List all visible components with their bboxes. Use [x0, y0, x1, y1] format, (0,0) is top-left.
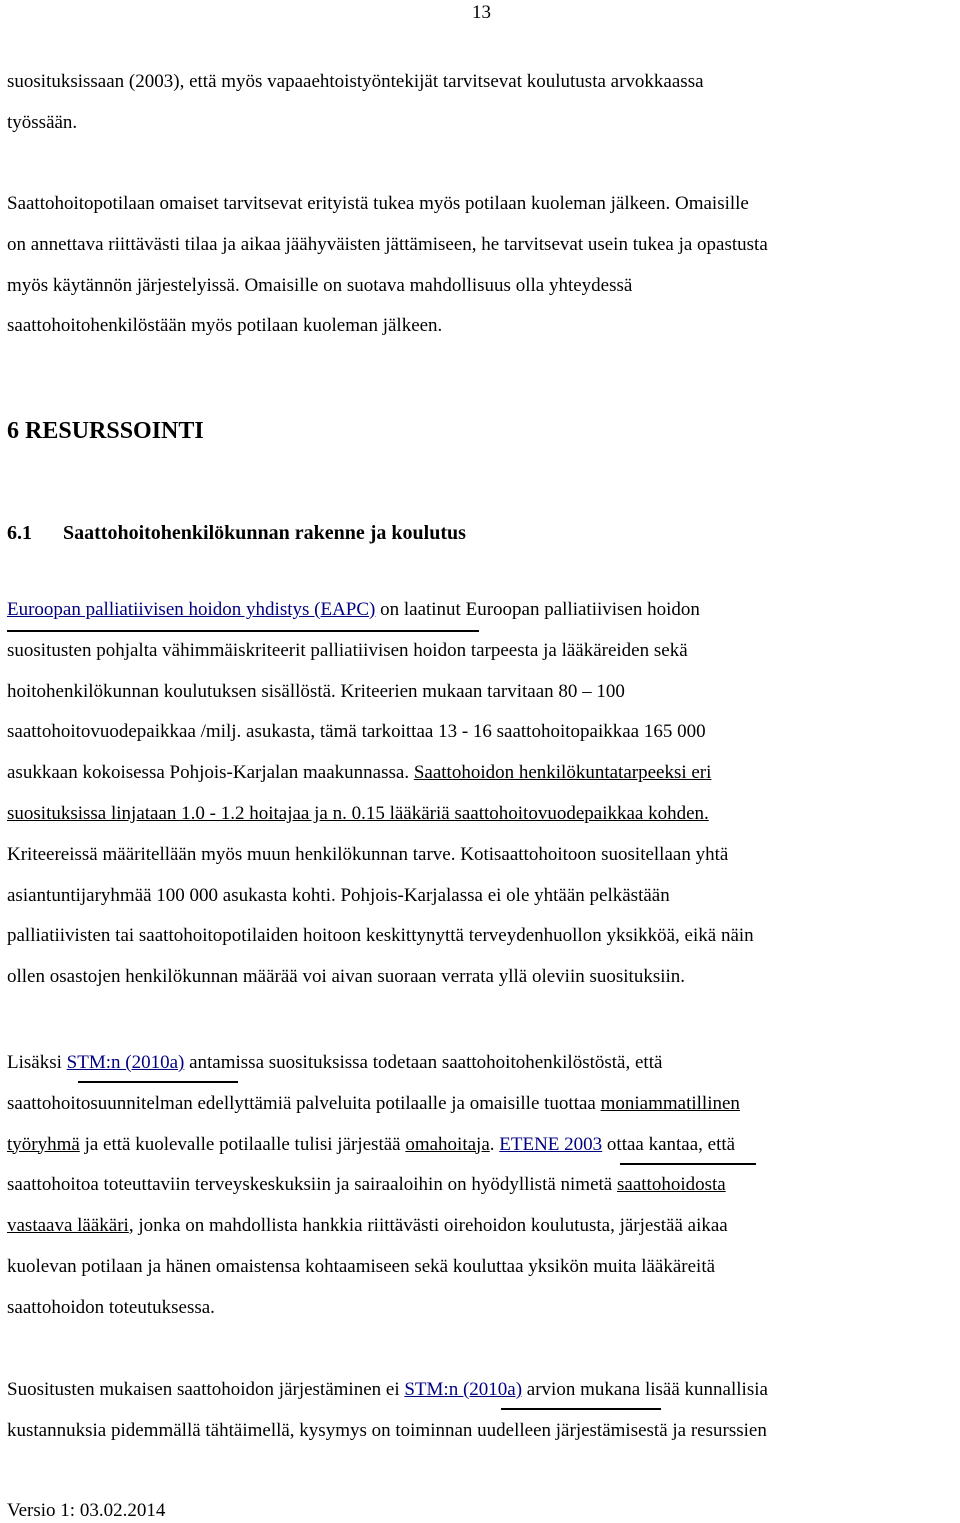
text-span: ottaa kantaa, että — [602, 1133, 736, 1155]
text-span: saattohoitoa toteuttaviin terveyskeskuksiin ja sairaaloihin on hyödyllistä nimetä — [7, 1174, 617, 1196]
underlined-text: omahoitaja — [405, 1133, 490, 1155]
text-line: asiantuntijaryhmää 100 000 asukasta kohti. Pohjois-Karjalassa ei ole yhtään pelkästään — [7, 884, 670, 906]
text-line: on annettava riittävästi tilaa ja aikaa jäähyväisten jättämiseen, he tarvitsevat usein tukea ja opastusta — [7, 233, 768, 255]
etene-2003-link[interactable]: ETENE 2003 — [499, 1133, 603, 1155]
link-rule — [7, 630, 479, 632]
link-rule — [501, 1408, 661, 1410]
text-span: Suositusten mukaisen saattohoidon järjestäminen ei — [7, 1379, 405, 1400]
text-line — [7, 590, 957, 631]
page-number: 13 — [472, 2, 491, 23]
text-line — [7, 753, 957, 794]
text-span: asukkaan kokoisessa Pohjois-Karjalan maakunnassa. — [7, 762, 414, 784]
text-line: palliatiivisten tai saattohoitopotilaiden hoitoon keskittynyttä terveydenhuollon yksikköä, eikä näin — [7, 925, 754, 947]
text-line: Kriteereissä määritellään myös muun henkilökunnan tarve. Kotisaattohoitoon suositellaan yhtä — [7, 843, 729, 865]
paragraph-4 — [7, 1043, 957, 1329]
text-line: saattohoidon toteutuksessa. — [7, 1296, 215, 1318]
underlined-text: työryhmä — [7, 1133, 80, 1155]
text-span: on laatinut Euroopan palliatiivisen hoidon — [375, 599, 700, 620]
text-line: suositusten pohjalta vähimmäiskriteerit palliatiivisen hoidon tarpeesta ja lääkäreiden sekä — [7, 639, 688, 661]
text-span: . — [489, 1133, 500, 1155]
section-heading: 6 RESURSSOINTI — [7, 418, 204, 444]
text-span: ja että kuolevalle potilaalle tulisi järjestää — [79, 1133, 406, 1155]
text-span: arvion mukana lisää kunnallisia — [522, 1379, 768, 1400]
underlined-text: Saattohoidon henkilökuntatarpeeksi eri — [413, 762, 712, 784]
subsection-number: 6.1 — [7, 522, 32, 544]
text-span: Lisäksi — [7, 1052, 67, 1073]
underlined-text: saattohoidosta — [617, 1174, 726, 1196]
text-line — [7, 1206, 957, 1247]
text-span: saattohoitosuunnitelman edellyttämiä palveluita potilaalle ja omaisille tuottaa — [7, 1092, 601, 1114]
text-line: kustannuksia pidemmällä tähtäimellä, kysymys on toiminnan uudelleen järjestämisestä ja resurssien — [7, 1419, 767, 1441]
text-line: työssään. — [7, 111, 78, 133]
underlined-text: moniammatillinen — [600, 1092, 740, 1114]
text-line: Saattohoitopotilaan omaiset tarvitsevat erityistä tukea myös potilaan kuoleman jälkeen. Omaisille — [7, 193, 749, 214]
paragraph-2 — [7, 184, 957, 347]
text-line — [7, 1165, 957, 1206]
stm-2010a-link[interactable]: STM:n (2010a) — [404, 1379, 523, 1400]
text-line — [7, 794, 957, 835]
text-line: saattohoitohenkilöstään myös potilaan kuoleman jälkeen. — [7, 315, 443, 337]
paragraph-1 — [7, 62, 957, 144]
paragraph-5 — [7, 1370, 957, 1452]
eapc-link[interactable]: Euroopan palliatiivisen hoidon yhdistys (EAPC) — [7, 599, 376, 620]
paragraph-3 — [7, 590, 957, 998]
text-line: ollen osastojen henkilökunnan määrää voi aivan suoraan verrata yllä oleviin suosituksiin. — [7, 966, 686, 988]
underlined-text: suosituksissa linjataan 1.0 - 1.2 hoitajaa ja n. 0.15 lääkäriä saattohoitovuodepaikkaa kohden. — [7, 802, 709, 824]
text-line — [7, 1370, 957, 1411]
text-line: suosituksissaan (2003), että myös vapaaehtoistyöntekijät tarvitsevat koulutusta arvokkaassa — [7, 71, 704, 92]
stm-2010a-link[interactable]: STM:n (2010a) — [66, 1052, 185, 1073]
subsection-title: Saattohoitohenkilökunnan rakenne ja koulutus — [63, 522, 466, 544]
text-line: kuolevan potilaan ja hänen omaistensa kohtaamiseen sekä kouluttaa yksikön muita lääkäreitä — [7, 1255, 716, 1277]
text-span: , jonka on mahdollista hankkia riittävästi oirehoidon koulutusta, järjestää aikaa — [128, 1215, 728, 1237]
version-footer: Versio 1: 03.02.2014 — [7, 1500, 166, 1521]
text-span: antamissa suosituksissa todetaan saattohoitohenkilöstöstä, että — [184, 1052, 663, 1073]
text-line — [7, 1125, 957, 1166]
text-line — [7, 1043, 957, 1084]
text-line — [7, 1084, 957, 1125]
link-rule — [78, 1081, 238, 1083]
link-rule — [620, 1163, 756, 1165]
underlined-text: vastaava lääkäri — [7, 1215, 129, 1237]
text-line: myös käytännön järjestelyissä. Omaisille on suotava mahdollisuus olla yhteydessä — [7, 274, 633, 296]
text-line: saattohoitovuodepaikkaa /milj. asukasta, tämä tarkoittaa 13 - 16 saattohoitopaikkaa 165 000 — [7, 721, 706, 743]
subsection-heading — [7, 522, 466, 545]
text-line: hoitohenkilökunnan koulutuksen sisällöstä. Kriteerien mukaan tarvitaan 80 – 100 — [7, 680, 625, 702]
